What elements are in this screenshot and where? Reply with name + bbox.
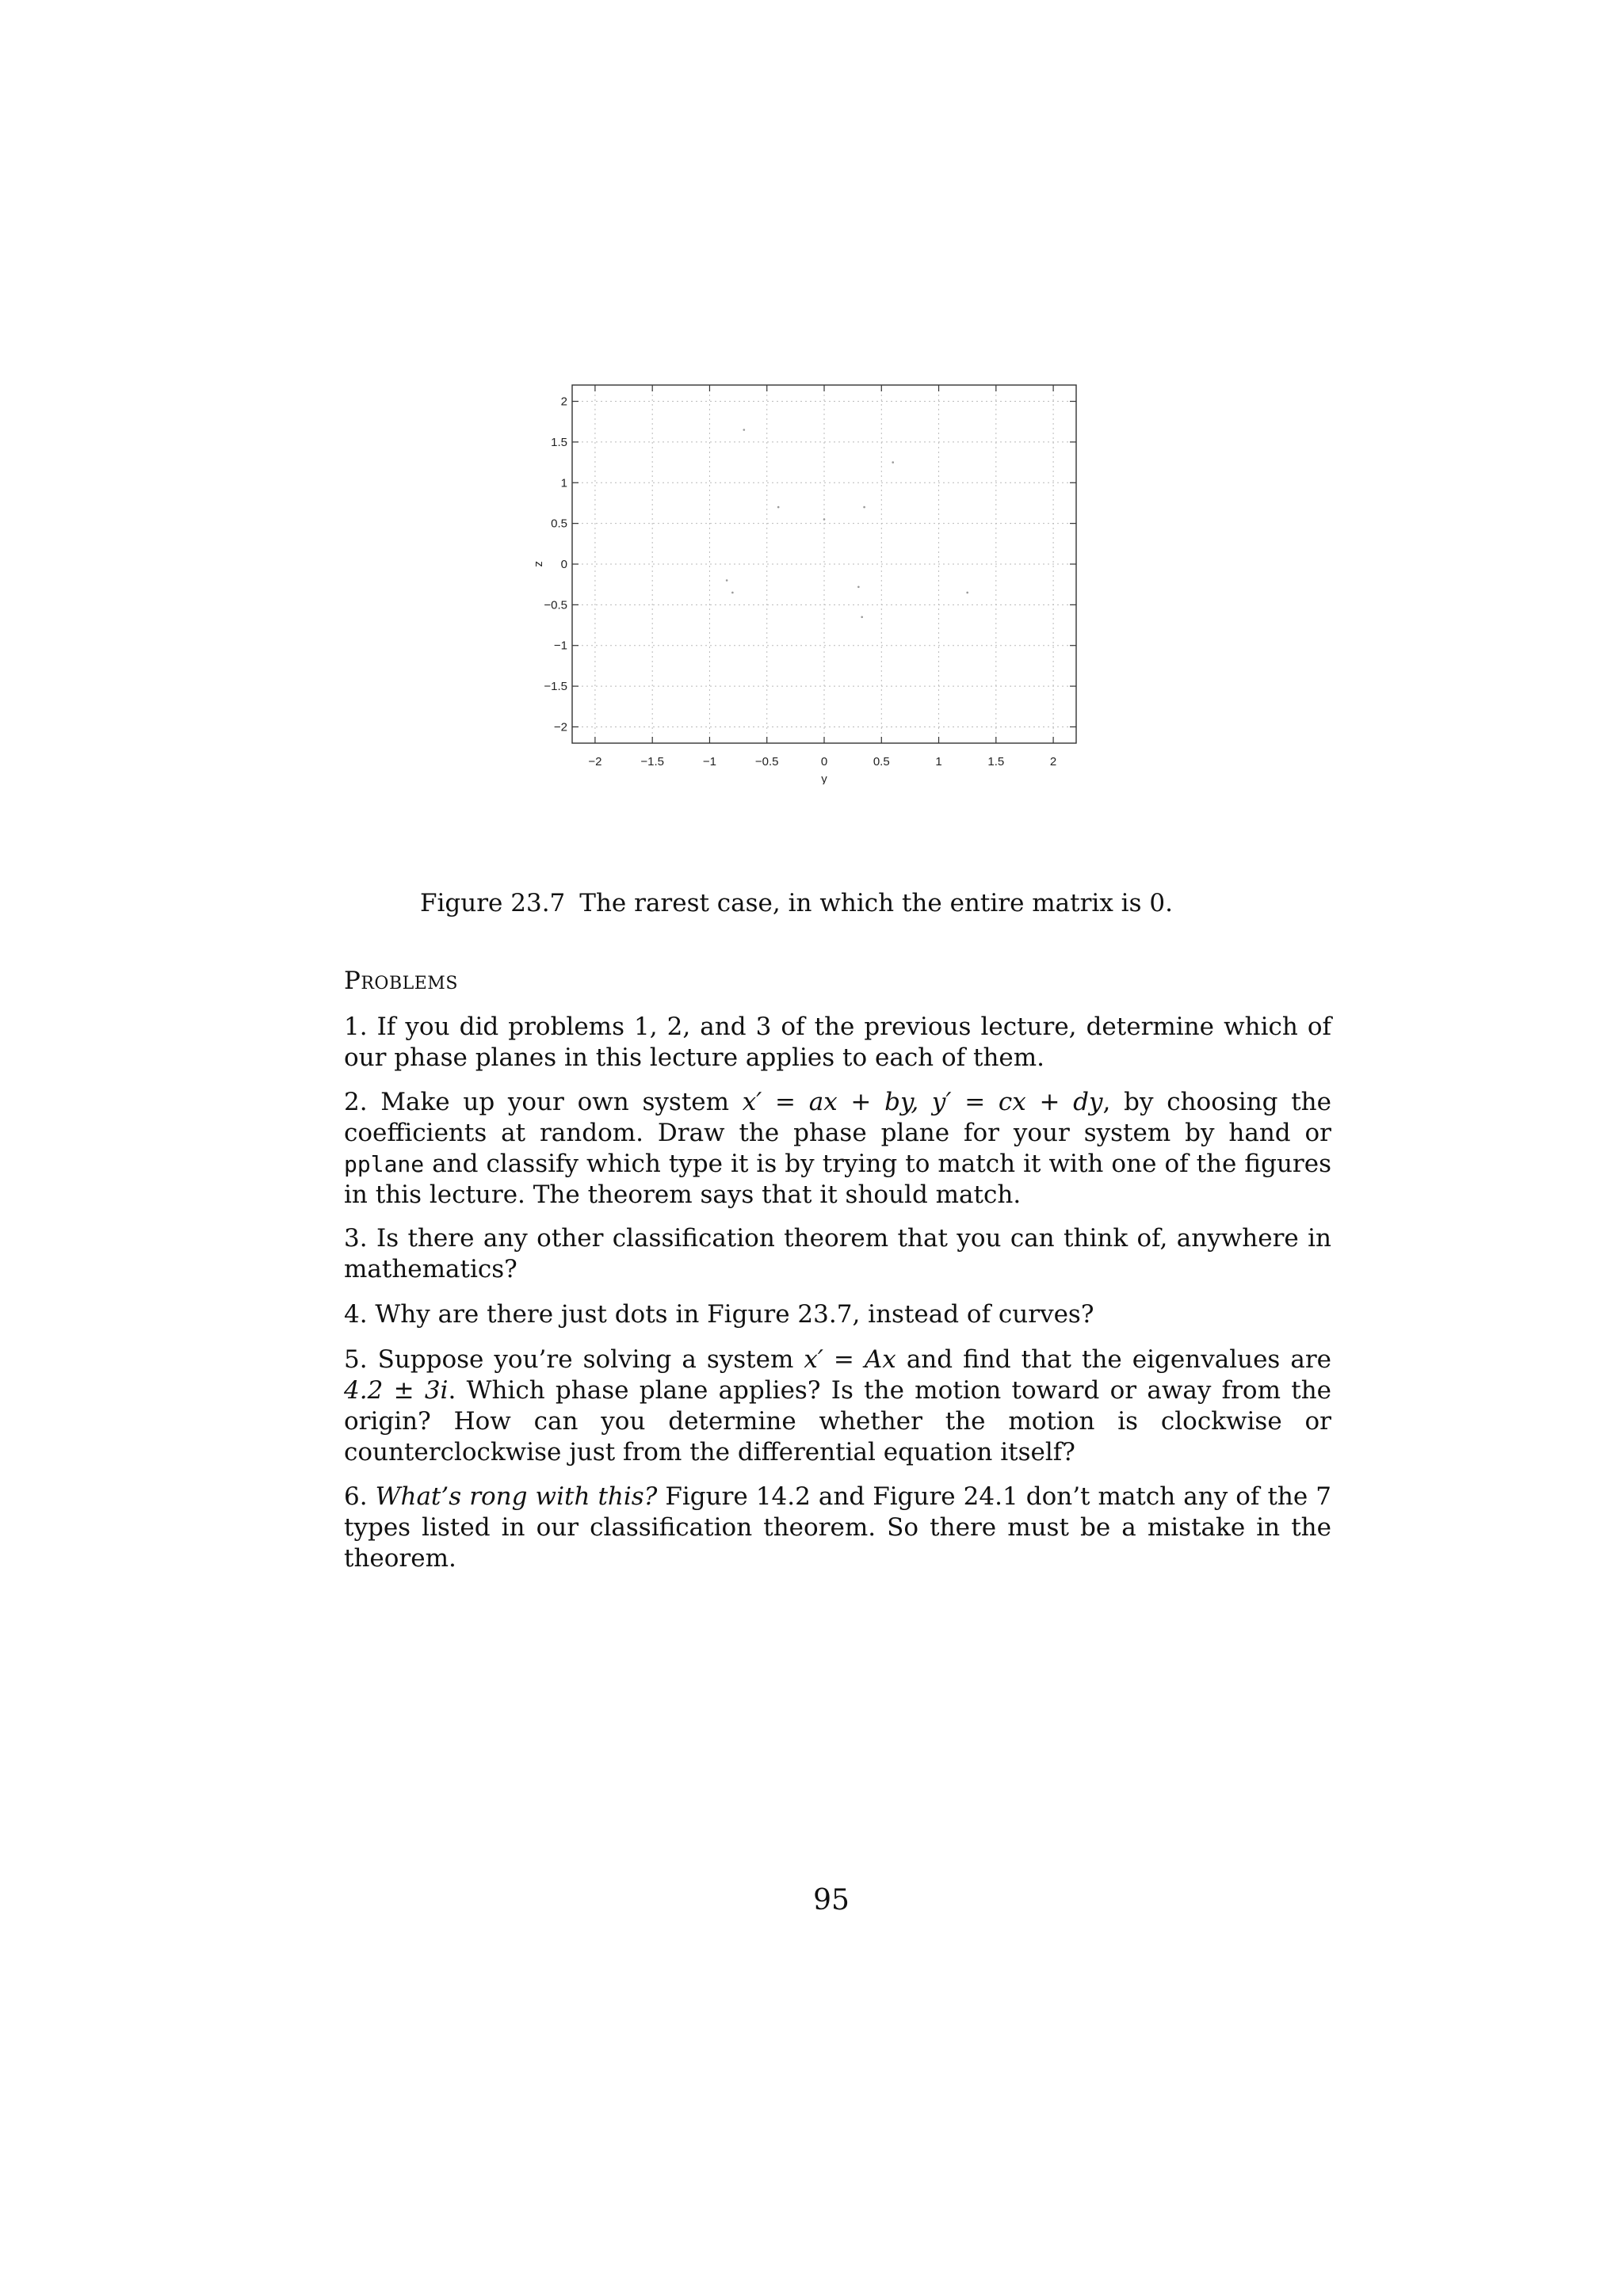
x-tick-label: −1.5 — [640, 755, 664, 769]
data-point — [892, 461, 894, 463]
equation: x′ = ax + by, y′ = cx + dy — [742, 1088, 1103, 1116]
data-point — [857, 585, 860, 588]
data-point — [861, 616, 863, 618]
figure-caption-text: The rarest case, in which the entire matrix is 0. — [579, 889, 1173, 917]
x-tick-label: 0 — [820, 755, 828, 769]
y-tick-label: −1.5 — [544, 680, 567, 694]
x-tick-label: 2 — [1049, 755, 1057, 769]
x-tick-label: 1 — [935, 755, 942, 769]
y-tick-label: 2 — [560, 395, 567, 409]
problem-2: 2. Make up your own system x′ = ax + by, y′ = cx + dy, by choosing the coefficients at random. Draw the phase plane for your system by hand or pplane and classify which type it is by trying to match it with one of the figures in this lecture. The theorem says that it should match. — [344, 1088, 1331, 1209]
x-tick-label: −0.5 — [754, 755, 779, 769]
data-point — [823, 518, 826, 521]
y-tick-label: 1 — [560, 476, 567, 490]
pplane-code: pplane — [344, 1151, 425, 1177]
emphasis: What’s rong with this? — [375, 1482, 658, 1511]
problem-6: 6. What’s rong with this? Figure 14.2 and Figure 24.1 don’t match any of the 7 types listed in our classification theorem. So there must be a mistake in the theorem. — [344, 1482, 1331, 1573]
equation: x′ = Ax — [804, 1345, 896, 1374]
problem-5: 5. Suppose you’re solving a system x′ = Ax and find that the eigenvalues are 4.2 ± 3i. Which phase plane applies? Is the motion toward or away from the origin? How can you determine whether the motion is clockwise or counterclockwise just from the differential equation itself? — [344, 1345, 1332, 1466]
figure-label: Figure 23.7 — [420, 889, 566, 917]
x-tick-label: 1.5 — [987, 755, 1005, 769]
y-tick-label: −2 — [553, 720, 567, 734]
data-point — [743, 429, 746, 431]
y-tick-label: 0 — [560, 558, 567, 571]
x-tick-label: 0.5 — [873, 755, 890, 769]
data-point — [966, 592, 968, 594]
phase-plane-figure — [507, 372, 1078, 784]
y-tick-label: 1.5 — [551, 435, 567, 449]
y-tick-label: −0.5 — [544, 598, 567, 612]
y-tick-label: −1 — [553, 639, 567, 653]
y-axis-label: z — [533, 561, 546, 567]
problems-heading: Problems — [344, 967, 458, 995]
x-axis-label: y — [821, 772, 827, 784]
problem-4: 4. Why are there just dots in Figure 23.7, instead of curves? — [344, 1300, 1094, 1329]
data-point — [726, 579, 728, 582]
problem-3: 3. Is there any other classification theorem that you can think of, anywhere in mathematics? — [344, 1224, 1331, 1283]
problem-1: 1. If you did problems 1, 2, and 3 of the previous lecture, determine which of our phase planes in this lecture applies to each of them. — [344, 1013, 1331, 1072]
eigenvalues: 4.2 ± 3i — [344, 1376, 449, 1405]
data-point — [863, 506, 865, 509]
phase-plane-chart — [507, 372, 1078, 784]
figure-caption — [420, 889, 1173, 917]
data-point — [731, 592, 734, 594]
y-tick-label: 0.5 — [551, 517, 567, 531]
page-number: 95 — [813, 1884, 850, 1917]
data-point — [777, 506, 780, 509]
x-tick-label: −1 — [702, 755, 717, 769]
x-tick-label: −2 — [588, 755, 602, 769]
